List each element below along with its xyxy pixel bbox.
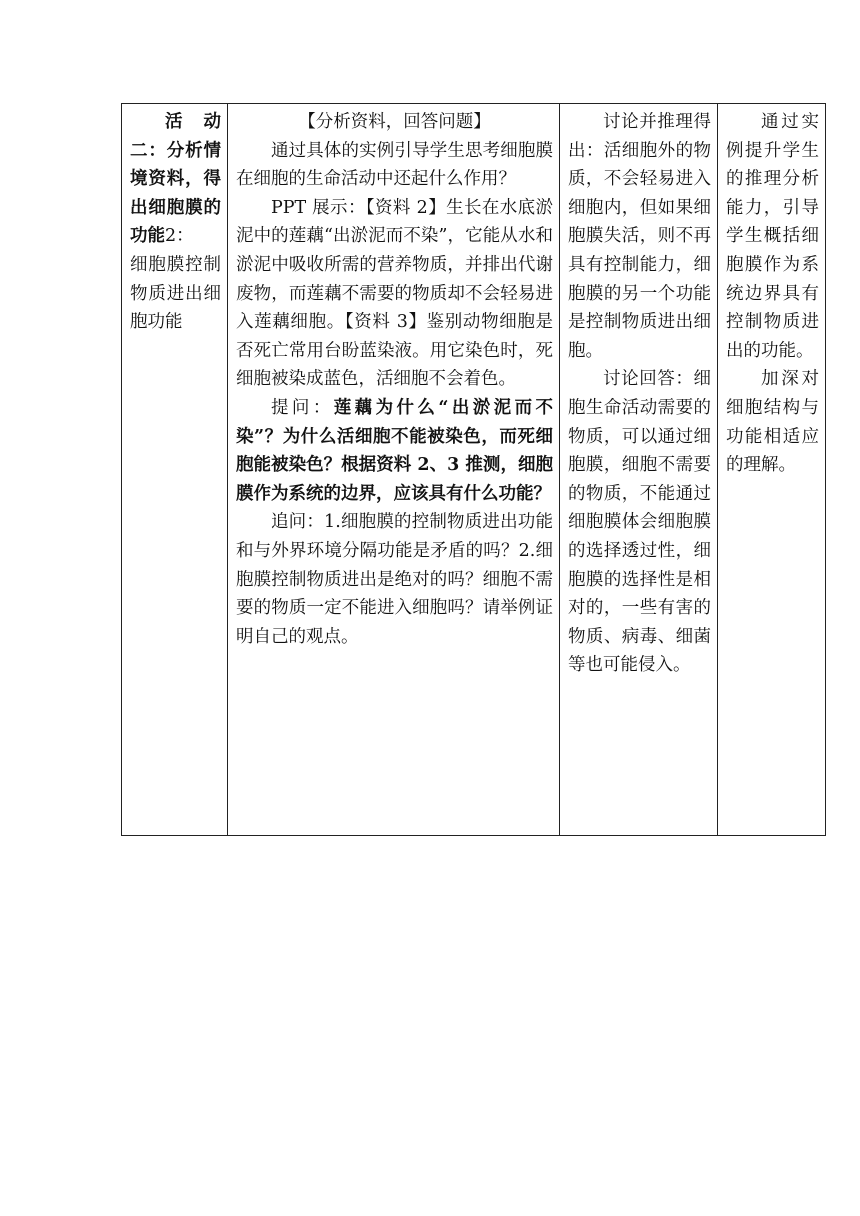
teacher-activity-cell: [228, 104, 560, 836]
activity-cell: [122, 104, 228, 836]
question-prefix: 提问：: [271, 397, 334, 418]
answer-paragraph: 讨论回答：细胞生命活动需要的物质，可以通过细胞膜，细胞不需要的物质，不能通过细胞膜体会细胞膜的选择透过性，细胞膜的选择性是相对的，一些有害的物质、病毒、细菌等也可能侵入。: [568, 369, 711, 676]
lesson-table: [121, 103, 826, 836]
question-text: 莲藕为什么“出淤泥而不染”？为什么活细胞不能被染色，而死细胞能被染色？根据资料 2、3 推测，细胞膜作为系统的边界，应该具有什么功能？: [236, 397, 554, 504]
discussion-paragraph: 讨论并推理得出：活细胞外的物质，不会轻易进入细胞内，但如果细胞膜失活，则不再具有控制能力，细胞膜的另一个功能是控制物质进出细胞。: [568, 112, 711, 361]
intent-paragraph-2: 加深对细胞结构与功能相适应的理解。: [726, 369, 819, 476]
student-activity-cell: [560, 104, 718, 836]
materials-paragraph: PPT 展示：【资料 2】生长在水底淤泥中的莲藕“出淤泥而不染”，它能从水和淤泥中吸收所需的营养物质，并排出代谢废物，而莲藕不需要的物质却不会轻易进入莲藕细胞。【资料 3】鉴别动物细胞是否死亡常用台盼蓝染液。用它染色时，死细胞被染成蓝色，活细胞不会着色。: [236, 197, 553, 390]
activity-subtitle: 细胞膜控制物质进出细胞功能: [130, 254, 221, 333]
table-row: [122, 104, 826, 836]
followup-paragraph: 追问：1.细胞膜的控制物质进出功能和与外界环境分隔功能是矛盾的吗？2.细胞膜控制物质进出是绝对的吗？细胞不需要的物质一定不能进入细胞吗？请举例证明自己的观点。: [236, 512, 553, 647]
section-heading: 【分析资料，回答问题】: [298, 112, 491, 132]
question-paragraph: [236, 394, 553, 508]
activity-title: [130, 108, 221, 251]
activity-title-num: 2：: [165, 226, 194, 247]
intro-paragraph: 通过具体的实例引导学生思考细胞膜在细胞的生命活动中还起什么作用？: [236, 140, 553, 190]
activity-title-bold: 活动二：分析情境资料，得出细胞膜的功能: [130, 112, 221, 247]
intent-paragraph-1: 通过实例提升学生的推理分析能力，引导学生概括细胞膜作为系统边界具有控制物质进出的功能。: [726, 112, 819, 361]
design-intent-cell: [718, 104, 826, 836]
